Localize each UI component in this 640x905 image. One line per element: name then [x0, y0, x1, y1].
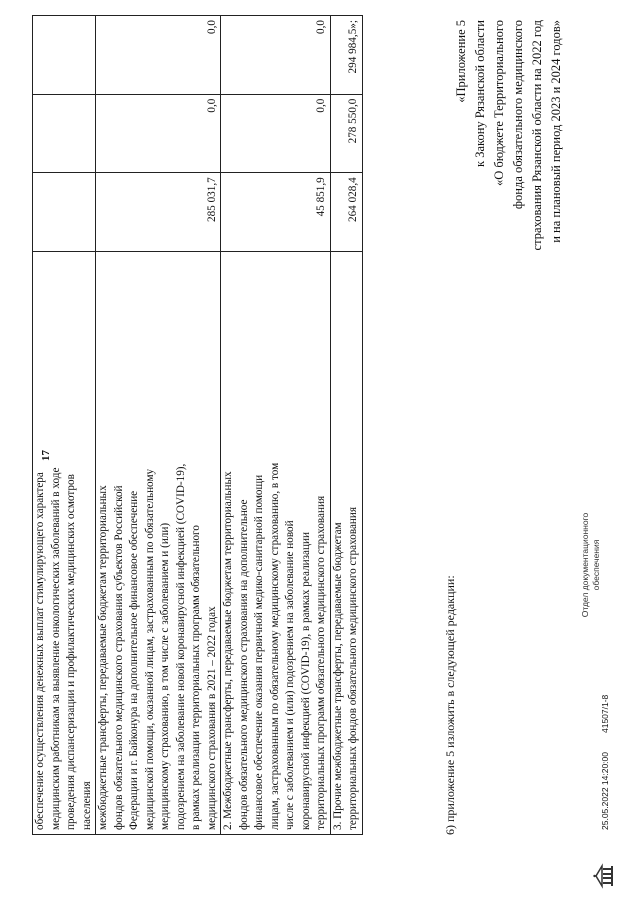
table-cell-2022 — [33, 173, 96, 252]
building-stamp-icon — [592, 863, 618, 889]
cell-text-line: медицинскому страхованию, в том числе с заболеванием и (или) — [159, 522, 171, 830]
cell-text-line: межбюджетные трансферты, передаваемые бюджетам территориальных — [97, 485, 109, 830]
appendix-line: к Закону Рязанской области — [473, 20, 487, 167]
table-cell-description — [33, 251, 96, 834]
table-cell-description — [96, 251, 221, 834]
page-number: 17 — [40, 450, 52, 461]
appendix-line: «Приложение 5 — [454, 20, 468, 103]
appendix-line: фонда обязательного медицинского — [511, 20, 525, 210]
cell-text-line: территориальных программ обязательного медицинского страхования — [315, 495, 327, 830]
cell-text-line: коронавирусной инфекцией (COVID-19), в рамках реализации — [299, 532, 312, 830]
cell-text-line: в рамках реализации территориальных программ обязательного — [190, 525, 202, 830]
appendix-line: и на плановый период 2023 и 2024 годов» — [549, 20, 563, 243]
cell-text-line: числе с заболеванием и (или) подозрением на заболевание новой — [284, 520, 296, 830]
table-cell-description — [330, 251, 362, 834]
appendix-heading — [452, 20, 566, 375]
table-row — [330, 16, 362, 835]
table-cell-2023: 278 550,0 — [330, 94, 362, 173]
amendment-note: 6) приложение 5 изложить в следующей редакции: — [443, 575, 457, 835]
table-cell-2024 — [33, 16, 96, 95]
cell-text-line: подозрением на заболевание новой коронавирусной инфекцией (COVID-19), — [174, 463, 187, 830]
cell-text-line: фондов обязательного медицинского страхования на дополнительное — [237, 499, 250, 830]
table-row — [221, 16, 331, 835]
table-cell-2024: 0,0 — [221, 16, 331, 95]
cell-text-line: 2. Межбюджетные трансферты, передаваемые бюджетам территориальных — [222, 471, 234, 830]
cell-text-line: Федерации и г. Байконура на дополнительное финансовое обеспечение — [128, 490, 140, 830]
table-cell-2022: 285 031,7 — [96, 173, 221, 252]
table-cell-2023: 0,0 — [96, 94, 221, 173]
footer-department — [580, 475, 602, 655]
cell-text-line: медицинской помощи, оказанной лицам, застрахованным по обязательному — [143, 468, 156, 830]
cell-text-line: медицинского страхования в 2021 – 2022 годах — [205, 606, 218, 830]
budget-table — [32, 15, 363, 835]
footer-department-line: Отдел документационного — [580, 512, 590, 618]
appendix-line: страхования Рязанской области на 2022 год — [530, 20, 544, 251]
cell-text-line: проведения диспансеризации и профилактических медицинских осмотров — [65, 474, 77, 830]
table-row — [33, 16, 96, 835]
cell-text-line: финансовое обеспечение оказания первичной медико-санитарной помощи — [253, 474, 265, 830]
table-cell-2024: 294 984,5»; — [330, 16, 362, 95]
footer-datetime: 25.05.2022 14:20:00 — [600, 752, 610, 830]
footer-doc-number: 41507/1-8 — [600, 694, 610, 733]
table-cell-2022: 264 028,4 — [330, 173, 362, 252]
cell-text-line: фондов обязательного медицинского страхования субъектов Российской — [112, 485, 125, 830]
cell-text-line: лицам, застрахованным по обязательному медицинскому страхованию, в том — [268, 462, 281, 830]
cell-text-line: территориальных фондов обязательного медицинского страхования — [347, 506, 359, 830]
table-cell-2023 — [33, 94, 96, 173]
table-row — [96, 16, 221, 835]
table-cell-2022: 45 851,9 — [221, 173, 331, 252]
cell-text-line: обеспечение осуществления денежных выплат стимулирующего характера — [34, 472, 46, 830]
table-cell-2023: 0,0 — [221, 94, 331, 173]
appendix-line: «О бюджете Территориального — [492, 20, 506, 186]
footer-department-line: обеспечения — [591, 539, 601, 591]
cell-text-line: 3. Прочие межбюджетные трансферты, передаваемые бюджетам — [331, 522, 344, 830]
table-cell-2024: 0,0 — [96, 16, 221, 95]
cell-text-line: населения — [80, 781, 93, 830]
cell-text-line: медицинским работникам за выявление онкологических заболеваний в ходе — [49, 467, 62, 830]
table-cell-description — [221, 251, 331, 834]
